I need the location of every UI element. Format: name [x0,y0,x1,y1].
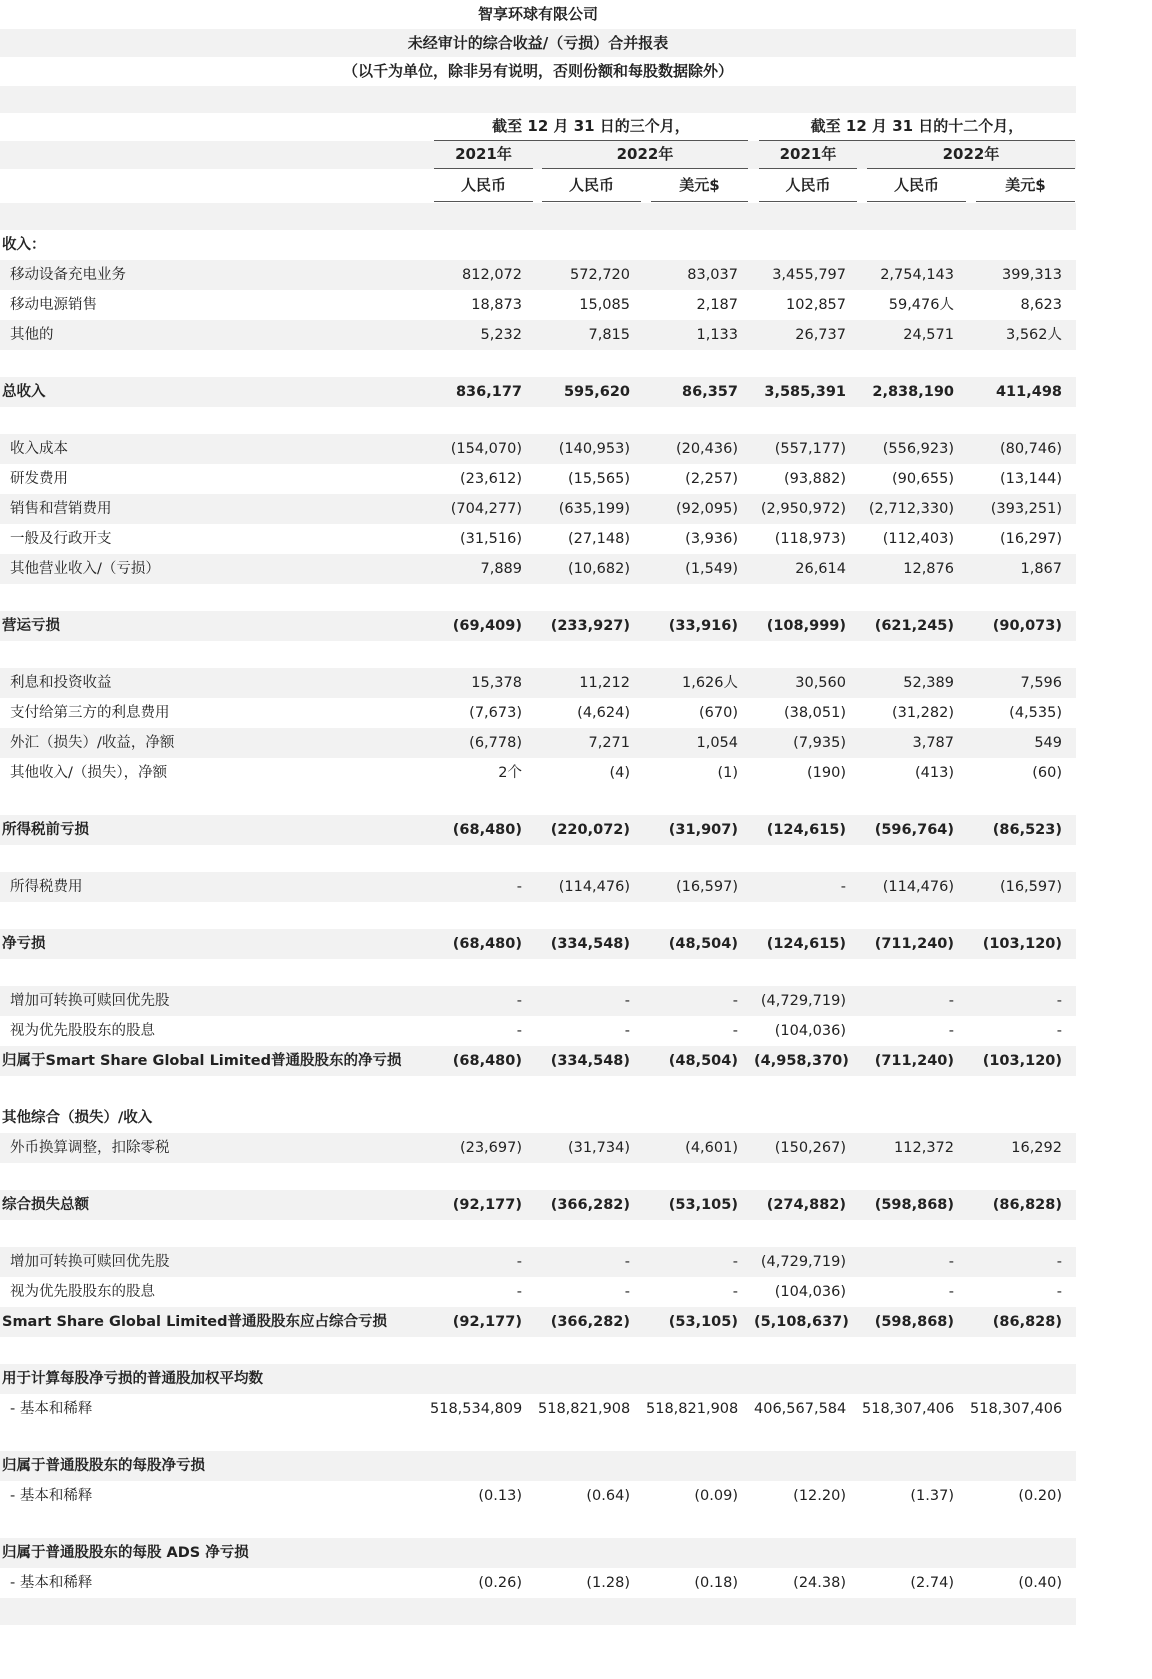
row-label: 一般及行政开支 [10,530,112,547]
cell-col-6: (16,597) [999,878,1062,895]
cost-row [0,464,1076,494]
preferred-row [0,1247,1076,1277]
cell-col-5: (598,868) [874,1196,954,1213]
cell-col-3: (53,105) [668,1196,738,1213]
section-title-label: 归属于普通股股东的每股 ADS 净亏损 [2,1544,249,1561]
cell-col-5: (621,245) [874,617,954,634]
cell-col-6: 16,292 [1011,1139,1062,1156]
row-label: 移动电源销售 [10,296,97,313]
cell-col-2: (10,682) [567,560,630,577]
cell-col-6: 549 [1034,734,1062,751]
spacer [0,584,1076,611]
group-three-months: 截至 12 月 31 日的三个月， [434,113,748,141]
cell-col-4: (118,973) [774,530,846,547]
cell-col-5: (596,764) [874,821,954,838]
cell-col-5: 518,307,406 [862,1400,955,1417]
cell-col-4: (7,935) [793,734,846,751]
cell-col-4: (4,958,370) [754,1052,849,1069]
cell-col-2: (334,548) [550,935,630,952]
cell-col-3: 1,054 [696,734,738,751]
spacer [0,788,1076,815]
cell-col-5: (598,868) [874,1313,954,1330]
cell-col-4: (124,615) [766,935,846,952]
section-title-label: 收入： [2,236,46,253]
cell-col-3: 518,821,908 [646,1400,739,1417]
cell-col-2: (334,548) [550,1052,630,1069]
cell-col-1: 15,378 [471,674,522,691]
section-title [0,1364,1076,1394]
cell-col-4: (38,051) [783,704,846,721]
cell-col-2: - [624,1022,630,1039]
cell-col-5: - [948,1022,954,1039]
row-label: 增加可转换可赎回优先股 [10,992,170,1009]
cell-col-2: (366,282) [550,1196,630,1213]
cell-col-3: (33,916) [668,617,738,634]
cell-col-3: (0.18) [694,1574,738,1591]
currency-c3: 美元$ [651,169,748,202]
row-label: 视为优先股股东的股息 [10,1022,155,1039]
cell-col-6: (86,523) [992,821,1062,838]
cell-col-1: (0.26) [478,1574,522,1591]
revenue-row [0,320,1076,350]
pretax-loss-row [0,815,1076,845]
cell-col-4: (274,882) [766,1196,846,1213]
cell-col-3: 83,037 [687,266,738,283]
cell-col-3: (3,936) [685,530,738,547]
cell-col-1: (69,409) [452,617,522,634]
cell-col-4: (104,036) [774,1283,846,1300]
cell-col-1: - [516,878,522,895]
cell-col-3: (16,597) [675,878,738,895]
cell-col-6: (86,828) [992,1313,1062,1330]
cell-col-1: 2个 [498,764,522,781]
cell-col-5: 2,754,143 [880,266,954,283]
spacer [0,1424,1076,1451]
cell-col-1: (0.13) [478,1487,522,1504]
row-label: 所得税费用 [10,878,83,895]
row-label: 支付给第三方的利息费用 [10,704,170,721]
cell-col-2: (0.64) [586,1487,630,1504]
row-label: 归属于Smart Share Global Limited普通股股东的净亏损 [2,1052,402,1069]
currency-c2: 人民币 [542,169,641,202]
cell-col-1: (31,516) [459,530,522,547]
currency-c5: 人民币 [867,169,966,202]
cell-col-6: 7,596 [1020,674,1062,691]
cell-col-4: 102,857 [786,296,846,313]
cell-col-3: 1,626人 [681,674,738,691]
tax-row [0,872,1076,902]
cell-col-6: (80,746) [999,440,1062,457]
cell-col-4: (24.38) [793,1574,846,1591]
cell-col-3: (92,095) [675,500,738,517]
cell-col-5: (711,240) [874,935,954,952]
cell-col-4: - [840,878,846,895]
cell-col-3: (1,549) [685,560,738,577]
section-title-label: 其他综合（损失）/收入 [2,1109,153,1126]
currency-c1: 人民币 [434,169,533,202]
cell-col-3: - [732,1283,738,1300]
cell-col-3: 86,357 [682,383,738,400]
cell-col-5: (711,240) [874,1052,954,1069]
cell-col-3: (31,907) [668,821,738,838]
cell-col-6: (60) [1032,764,1062,781]
cell-col-2: (140,953) [558,440,630,457]
cell-col-4: 3,455,797 [772,266,846,283]
cell-col-2: 15,085 [579,296,630,313]
comprehensive-loss-ordinary-row [0,1307,1076,1337]
cell-col-2: - [624,1283,630,1300]
row-label: 净亏损 [2,935,46,952]
spacer [0,350,1076,377]
spacer [0,641,1076,668]
cell-col-5: 2,838,190 [872,383,954,400]
cell-col-5: (90,655) [891,470,954,487]
section-title [0,1103,1076,1133]
cell-col-2: (1.28) [586,1574,630,1591]
spacer [0,1598,1076,1625]
cell-col-1: (7,673) [469,704,522,721]
cell-col-6: (0.40) [1018,1574,1062,1591]
cell-col-5: 52,389 [903,674,954,691]
column-header [0,113,1076,221]
cell-col-1: 7,889 [480,560,522,577]
cell-col-1: - [516,1022,522,1039]
cost-row [0,554,1076,584]
year-2022-q: 2022年 [542,141,748,169]
cell-col-1: (92,177) [452,1313,522,1330]
cell-col-1: 836,177 [455,383,522,400]
row-label: - 基本和稀释 [10,1487,93,1504]
cell-col-6: (16,297) [999,530,1062,547]
spacer [0,959,1076,986]
cell-col-4: (108,999) [766,617,846,634]
total-comprehensive-loss-row [0,1190,1076,1220]
section-title-label: 用于计算每股净亏损的普通股加权平均数 [2,1370,263,1387]
cell-col-4: (2,950,972) [760,500,846,517]
row-label: 所得税前亏损 [2,821,89,838]
section-title-label: 归属于普通股股东的每股净亏损 [2,1457,205,1474]
cell-col-5: - [948,1253,954,1270]
cell-col-5: 112,372 [894,1139,954,1156]
cell-col-3: - [732,1022,738,1039]
preferred-row [0,1016,1076,1046]
cell-col-3: - [732,992,738,1009]
cell-col-2: 572,720 [570,266,630,283]
row-label: 视为优先股股东的股息 [10,1283,155,1300]
cell-col-6: 1,867 [1020,560,1062,577]
cell-col-6: 8,623 [1020,296,1062,313]
cell-col-2: (4,624) [577,704,630,721]
year-2021-q: 2021年 [434,141,533,169]
spacer [0,902,1076,929]
statement-body [0,230,1076,1625]
cell-col-2: (27,148) [567,530,630,547]
cell-col-5: (556,923) [882,440,954,457]
cell-col-6: - [1056,1283,1062,1300]
cell-col-2: (635,199) [558,500,630,517]
cell-col-4: 3,585,391 [764,383,846,400]
cell-col-5: (2,712,330) [868,500,954,517]
cell-col-4: (5,108,637) [754,1313,849,1330]
cell-col-2: (366,282) [550,1313,630,1330]
spacer [0,86,1076,113]
ads-eps-row [0,1568,1076,1598]
row-label: Smart Share Global Limited普通股股东应占综合亏损 [2,1313,387,1330]
cell-col-1: - [516,1283,522,1300]
cell-col-2: (31,734) [567,1139,630,1156]
cell-col-5: (112,403) [882,530,954,547]
spacer [0,1337,1076,1364]
cell-col-3: (1) [717,764,738,781]
cell-col-2: (233,927) [550,617,630,634]
revenue-row [0,290,1076,320]
cell-col-5: 3,787 [912,734,954,751]
spacer [0,845,1076,872]
cell-col-2: - [624,992,630,1009]
cell-col-5: (1.37) [910,1487,954,1504]
cell-col-4: (12.20) [793,1487,846,1504]
company-name: 智享环球有限公司 [477,5,598,23]
row-label: 利息和投资收益 [10,674,112,691]
row-label: 营运亏损 [2,617,60,634]
cell-col-1: 5,232 [480,326,522,343]
cell-col-2: 7,815 [588,326,630,343]
cell-col-2: 518,821,908 [538,1400,631,1417]
year-2022-y: 2022年 [867,141,1075,169]
cell-col-4: (4,729,719) [760,992,846,1009]
oci-row [0,1133,1076,1163]
cost-row [0,494,1076,524]
cell-col-4: 26,737 [795,326,846,343]
cell-col-2: 11,212 [579,674,630,691]
currency-c4: 人民币 [759,169,857,202]
row-label: 外币换算调整，扣除零税 [10,1139,170,1156]
cell-col-3: (2,257) [685,470,738,487]
cell-col-1: (68,480) [452,821,522,838]
cell-col-1: (68,480) [452,1052,522,1069]
cell-col-6: 518,307,406 [970,1400,1063,1417]
cell-col-2: (114,476) [558,878,630,895]
cell-col-3: (4,601) [685,1139,738,1156]
cell-col-5: 59,476人 [888,296,954,313]
units-note: （以千为单位，除非另有说明，否则份额和每股数据除外） [342,62,733,80]
row-label: 综合损失总额 [2,1196,89,1213]
row-label: 销售和营销费用 [10,500,112,517]
cell-col-1: (704,277) [450,500,522,517]
section-title [0,1451,1076,1481]
cell-col-3: (53,105) [668,1313,738,1330]
row-label: 其他收入/（损失），净额 [10,764,168,781]
cell-col-5: (413) [915,764,954,781]
cell-col-5: - [948,1283,954,1300]
cell-col-6: - [1056,1253,1062,1270]
cell-col-4: (4,729,719) [760,1253,846,1270]
section-title [0,1538,1076,1568]
net-loss-ordinary-row [0,1046,1076,1076]
other-income-row [0,668,1076,698]
cell-col-6: (90,073) [992,617,1062,634]
cell-col-3: (48,504) [668,1052,738,1069]
cell-col-1: - [516,992,522,1009]
cell-col-5: (114,476) [882,878,954,895]
cell-col-2: 595,620 [563,383,630,400]
row-label: 总收入 [2,383,46,400]
currency-c6: 美元$ [976,169,1075,202]
cell-col-4: 406,567,584 [754,1400,847,1417]
cell-col-6: 399,313 [1002,266,1062,283]
cell-col-3: 1,133 [696,326,738,343]
cell-col-4: (104,036) [774,1022,846,1039]
cell-col-1: - [516,1253,522,1270]
cell-col-6: (393,251) [990,500,1062,517]
total-revenue-row [0,377,1076,407]
cell-col-4: 26,614 [795,560,846,577]
cell-col-4: (150,267) [774,1139,846,1156]
cell-col-2: (4) [609,764,630,781]
statement-title: 未经审计的综合收益/（亏损）合并报表 [0,29,1076,58]
preferred-row [0,986,1076,1016]
cell-col-5: 24,571 [903,326,954,343]
row-label: 外汇（损失）/收益，净额 [10,734,175,751]
row-label: - 基本和稀释 [10,1400,93,1417]
cell-col-6: (4,535) [1009,704,1062,721]
row-label: 其他的 [10,326,54,343]
cell-col-4: (190) [807,764,846,781]
cell-col-3: (48,504) [668,935,738,952]
cell-col-1: (6,778) [469,734,522,751]
group-twelve-months: 截至 12 月 31 日的十二个月， [759,113,1075,141]
cell-col-3: (20,436) [675,440,738,457]
cell-col-3: - [732,1253,738,1270]
cost-row [0,524,1076,554]
cell-col-6: (103,120) [982,935,1062,952]
weighted-average-row [0,1394,1076,1424]
cell-col-4: (557,177) [774,440,846,457]
cell-col-2: 7,271 [588,734,630,751]
cell-col-1: (23,612) [459,470,522,487]
other-income-row [0,758,1076,788]
other-income-row [0,728,1076,758]
cell-col-1: (68,480) [452,935,522,952]
cell-col-6: (13,144) [999,470,1062,487]
row-label: 其他营业收入/（亏损） [10,560,160,577]
cell-col-1: (92,177) [452,1196,522,1213]
cell-col-2: - [624,1253,630,1270]
spacer [0,1220,1076,1247]
row-label: - 基本和稀释 [10,1574,93,1591]
row-label: 移动设备充电业务 [10,266,126,283]
cell-col-6: - [1056,992,1062,1009]
spacer [0,1511,1076,1538]
cell-col-5: (2.74) [910,1574,954,1591]
cell-col-6: (0.20) [1018,1487,1062,1504]
eps-row [0,1481,1076,1511]
cell-col-1: 18,873 [471,296,522,313]
other-income-row [0,698,1076,728]
cell-col-4: (93,882) [783,470,846,487]
operating-loss-row [0,611,1076,641]
spacer [0,1076,1076,1103]
cell-col-3: (0.09) [694,1487,738,1504]
revenue-row [0,260,1076,290]
spacer [0,407,1076,434]
year-2021-y: 2021年 [759,141,857,169]
cell-col-3: (670) [699,704,738,721]
preferred-row [0,1277,1076,1307]
net-loss-row [0,929,1076,959]
cell-col-4: (124,615) [766,821,846,838]
spacer [0,1163,1076,1190]
cell-col-1: (154,070) [450,440,522,457]
cost-row [0,434,1076,464]
cell-col-5: - [948,992,954,1009]
cell-col-6: - [1056,1022,1062,1039]
row-label: 增加可转换可赎回优先股 [10,1253,170,1270]
cell-col-6: 3,562人 [1005,326,1062,343]
cell-col-1: 518,534,809 [430,1400,523,1417]
cell-col-1: (23,697) [459,1139,522,1156]
row-label: 研发费用 [10,470,68,487]
cell-col-6: (86,828) [992,1196,1062,1213]
row-label: 收入成本 [10,440,68,457]
cell-col-5: (31,282) [891,704,954,721]
cell-col-1: 812,072 [462,266,522,283]
cell-col-6: (103,120) [982,1052,1062,1069]
cell-col-2: (15,565) [567,470,630,487]
cell-col-2: (220,072) [550,821,630,838]
cell-col-5: 12,876 [903,560,954,577]
section-title [0,230,1076,260]
cell-col-3: 2,187 [696,296,738,313]
cell-col-4: 30,560 [795,674,846,691]
cell-col-6: 411,498 [995,383,1062,400]
